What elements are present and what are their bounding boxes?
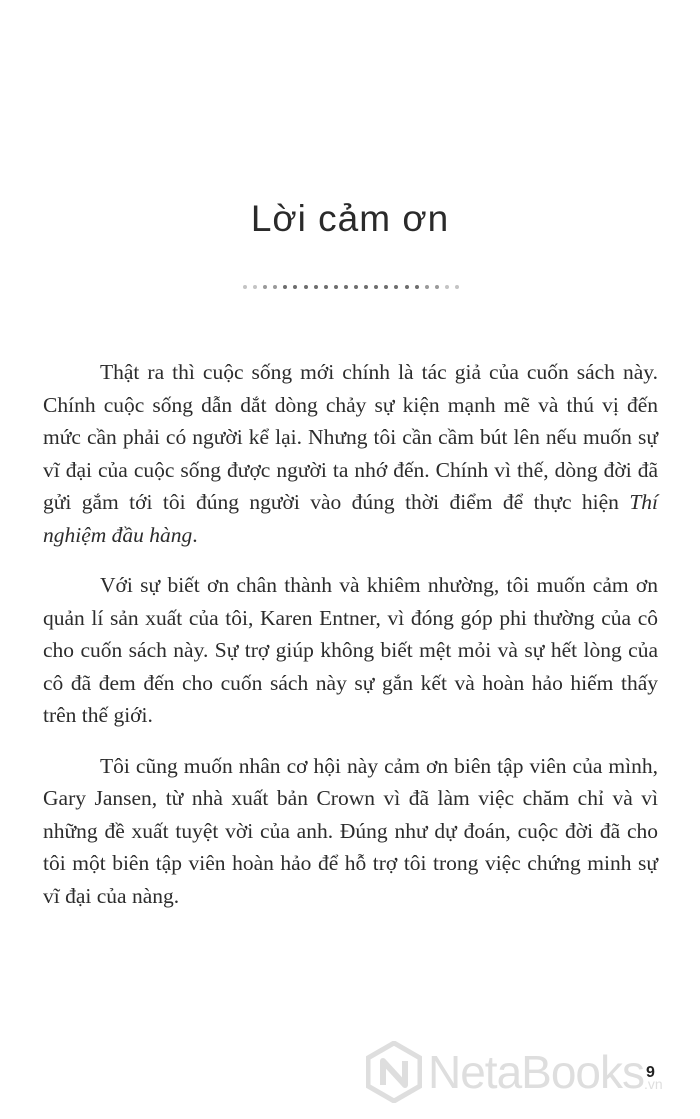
paragraph-1	[43, 356, 658, 551]
dotted-divider	[243, 284, 459, 290]
acknowledgements-body	[43, 356, 658, 930]
paragraph-1-text: Thật ra thì cuộc sống mới chính là tác giả của cuốn sách này. Chính cuộc sống dẫn dắt dòng chảy sự kiện mạnh mẽ và thú vị đến mức cần phải có người kể lại. Nhưng tôi cần cầm bút lên nếu muốn sự vĩ đại của cuộc sống được người ta nhớ đến. Chính vì thế, dòng đời đã gửi gắm tới tôi đúng người vào đúng thời điểm để thực hiện	[43, 360, 658, 514]
netabooks-watermark	[366, 1040, 663, 1104]
paragraph-1-end: .	[192, 522, 198, 547]
watermark-brand: NetaBooks	[428, 1046, 645, 1098]
paragraph-3: Tôi cũng muốn nhân cơ hội này cảm ơn biên tập viên của mình, Gary Jansen, từ nhà xuất bản Crown vì đã làm việc chăm chỉ và vì những đề xuất tuyệt vời của anh. Đúng như dự đoán, cuộc đời đã cho tôi một biên tập viên hoàn hảo để hỗ trợ tôi trong việc chứng minh sự vĩ đại của nàng.	[43, 753, 658, 908]
watermark-domain-suffix: .vn	[644, 1076, 663, 1092]
page-number: 9	[646, 1064, 655, 1081]
netabooks-logo-icon	[366, 1041, 422, 1103]
page-title: Lời cảm ơn	[250, 198, 450, 239]
paragraph-2: Với sự biết ơn chân thành và khiêm nhường, tôi muốn cảm ơn quản lí sản xuất của tôi, Karen Entner, vì đóng góp phi thường của cô cho cuốn sách này. Sự trợ giúp không biết mệt mỏi và sự hết lòng của cô đã đem đến cho cuốn sách này sự gắn kết và hoàn hảo hiếm thấy trên thế giới.	[43, 573, 658, 727]
book-title-italic: Thí nghiệm đầu hàng	[43, 490, 658, 547]
